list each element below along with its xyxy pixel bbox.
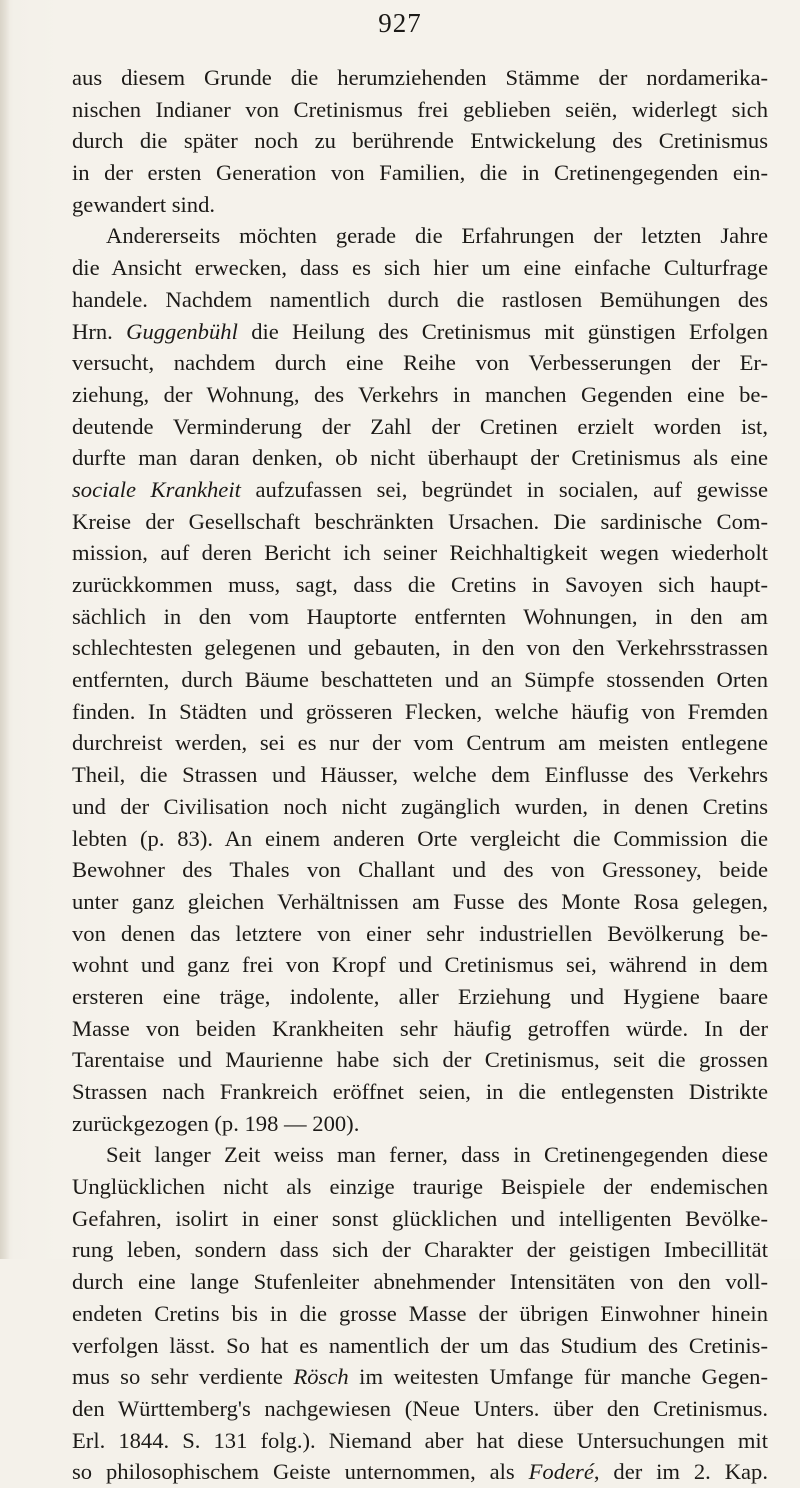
text-segment: Kreise der Gesellschaft beschränkten Ursachen. Die sardinische Com- [72,508,768,534]
text-segment: Hrn. [72,318,127,344]
text-line [72,1361,768,1393]
text-line [72,1108,768,1140]
text-line [72,1013,768,1045]
text-line [72,696,768,728]
page-number: 927 [378,8,422,38]
text-segment: mus so sehr verdiente [72,1364,294,1390]
text-segment: Bewohner des Thales von Challant und des von Gressoney, beide [72,857,768,883]
text-line [72,1234,768,1266]
text-segment: Unglücklichen nicht als einzige traurige Beispiele der endemischen [72,1174,768,1200]
text-line [72,601,768,633]
text-segment: versucht, nachdem durch eine Reihe von Verbesserungen der Er- [72,350,768,376]
text-segment: die Ansicht erwecken, dass es sich hier um eine einfache Culturfrage [72,255,768,281]
text-line [72,854,768,886]
text-line [72,379,768,411]
text-segment: aus diesem Grunde die herumziehenden Stämme der nordamerika- [72,65,768,90]
text-line [72,316,768,348]
text-line [72,537,768,569]
text-segment: deutende Verminderung der Zahl der Cretinen erzielt worden ist, [72,413,768,439]
text-segment: sächlich in den vom Hauptorte entfernten Wohnungen, in den am [72,603,768,629]
text-line [72,727,768,759]
text-line [72,1171,768,1203]
text-segment: Gefahren, isolirt in einer sonst glücklichen und intelligenten Bevölke- [72,1205,768,1231]
italic-name: Rösch [293,1364,349,1390]
text-segment: nischen Indianer von Cretinismus frei geblieben seiën, widerlegt sich [72,96,768,122]
text-segment: ersteren eine träge, indolente, aller Erziehung und Hygiene baare [72,983,768,1009]
text-line [72,664,768,696]
text-segment: den Württemberg's nachgewiesen (Neue Unters. über den Cretinismus. [72,1395,768,1421]
text-line [72,1425,768,1457]
text-segment: Andererseits möchten gerade die Erfahrungen der letzten Jahre [106,223,768,249]
text-line [72,1393,768,1425]
text-segment: handele. Nachdem namentlich durch die rastlosen Bemühungen des [72,286,768,312]
text-line [72,823,768,855]
text-line [72,220,768,252]
text-segment: durch die später noch zu berührende Entwickelung des Cretinismus [72,128,768,154]
text-line [72,94,768,126]
text-line [72,918,768,950]
text-segment: Theil, die Strassen und Häusser, welche dem Einflusse des Verkehrs [72,762,768,788]
text-line [72,506,768,538]
text-segment: unter ganz gleichen Verhältnissen am Fusse des Monte Rosa gelegen, [72,888,768,914]
text-line [72,1330,768,1362]
body-text [72,62,768,1488]
text-segment: gewandert sind. [72,191,216,217]
italic-name: Guggenbühl [126,318,238,344]
text-segment: und der Civilisation noch nicht zugänglich wurden, in denen Cretins [72,793,768,819]
text-line [72,1266,768,1298]
text-segment: durfte man daran denken, ob nicht überhaupt der Cretinismus als eine [72,445,768,471]
text-segment: mission, auf deren Bericht ich seiner Reichhaltigkeit wegen wiederholt [72,540,768,566]
text-line [72,886,768,918]
text-line [72,62,768,94]
italic-name: Foderé [528,1459,594,1485]
text-line [72,949,768,981]
text-line [72,632,768,664]
text-line [72,791,768,823]
text-line [72,1203,768,1235]
text-segment: Masse von beiden Krankheiten sehr häufig getroffen würde. In der [72,1015,768,1041]
text-segment: aufzufassen sei, begründet in socialen, auf gewisse [240,476,768,502]
text-segment: Tarentaise und Maurienne habe sich der Cretinismus, seit die grossen [72,1047,768,1073]
text-line [72,157,768,189]
text-line [72,759,768,791]
text-segment: in der ersten Generation von Familien, die in Cretinengegenden ein- [72,160,768,186]
text-segment: durch eine lange Stufenleiter abnehmender Intensitäten von den voll- [72,1269,768,1295]
text-line [72,252,768,284]
text-segment: , der im 2. Kap. [593,1459,768,1485]
text-segment: lebten (p. 83). An einem anderen Orte vergleicht die Commission die [72,825,768,851]
text-segment: zurückgezogen (p. 198 — 200). [72,1110,360,1136]
text-segment: durchreist werden, sei es nur der vom Centrum am meisten entlegene [72,730,768,756]
text-segment: von denen das letztere von einer sehr industriellen Bevölkerung be- [72,920,768,946]
text-line [72,1456,768,1488]
text-line [72,981,768,1013]
text-line [72,1076,768,1108]
text-line [72,284,768,316]
text-line [72,442,768,474]
text-segment: die Heilung des Cretinismus mit günstigen Erfolgen [237,318,768,344]
text-segment: finden. In Städten und grösseren Flecken, welche häufig von Fremden [72,698,768,724]
text-line [72,1298,768,1330]
text-segment: Strassen nach Frankreich eröffnet seien, in die entlegensten Distrikte [72,1079,768,1104]
text-segment: schlechtesten gelegenen und gebauten, in den von den Verkehrsstrassen [72,635,768,661]
text-segment: so philosophischem Geiste unternommen, als [72,1459,529,1485]
text-line [72,347,768,379]
text-line [72,1139,768,1171]
text-line [72,569,768,601]
text-line [72,474,768,506]
text-segment: ziehung, der Wohnung, des Verkehrs in manchen Gegenden eine be- [72,381,768,407]
page-edge-shadow [0,0,10,1259]
text-line [72,125,768,157]
text-segment: Erl. 1844. S. 131 folg.). Niemand aber hat diese Untersuchungen mit [72,1427,768,1453]
text-line [72,1044,768,1076]
text-line [72,411,768,443]
text-segment: Seit langer Zeit weiss man ferner, dass in Cretinengegenden diese [106,1142,768,1168]
text-segment: endeten Cretins bis in die grosse Masse der übrigen Einwohner hinein [72,1300,768,1326]
italic-name: sociale Krankheit [72,476,241,502]
text-segment: wohnt und ganz frei von Kropf und Cretinismus sei, während in dem [72,952,768,978]
text-line [72,189,768,221]
text-segment: entfernten, durch Bäume beschatteten und an Sümpfe stossenden Orten [72,667,768,693]
text-segment: rung leben, sondern dass sich der Charakter der geistigen Imbecillität [72,1237,768,1263]
text-segment: verfolgen lässt. So hat es namentlich der um das Studium des Cretinis- [72,1332,768,1358]
text-segment: zurückkommen muss, sagt, dass die Cretins in Savoyen sich haupt- [72,572,768,597]
text-segment: im weitesten Umfange für manche Gegen- [348,1364,768,1390]
